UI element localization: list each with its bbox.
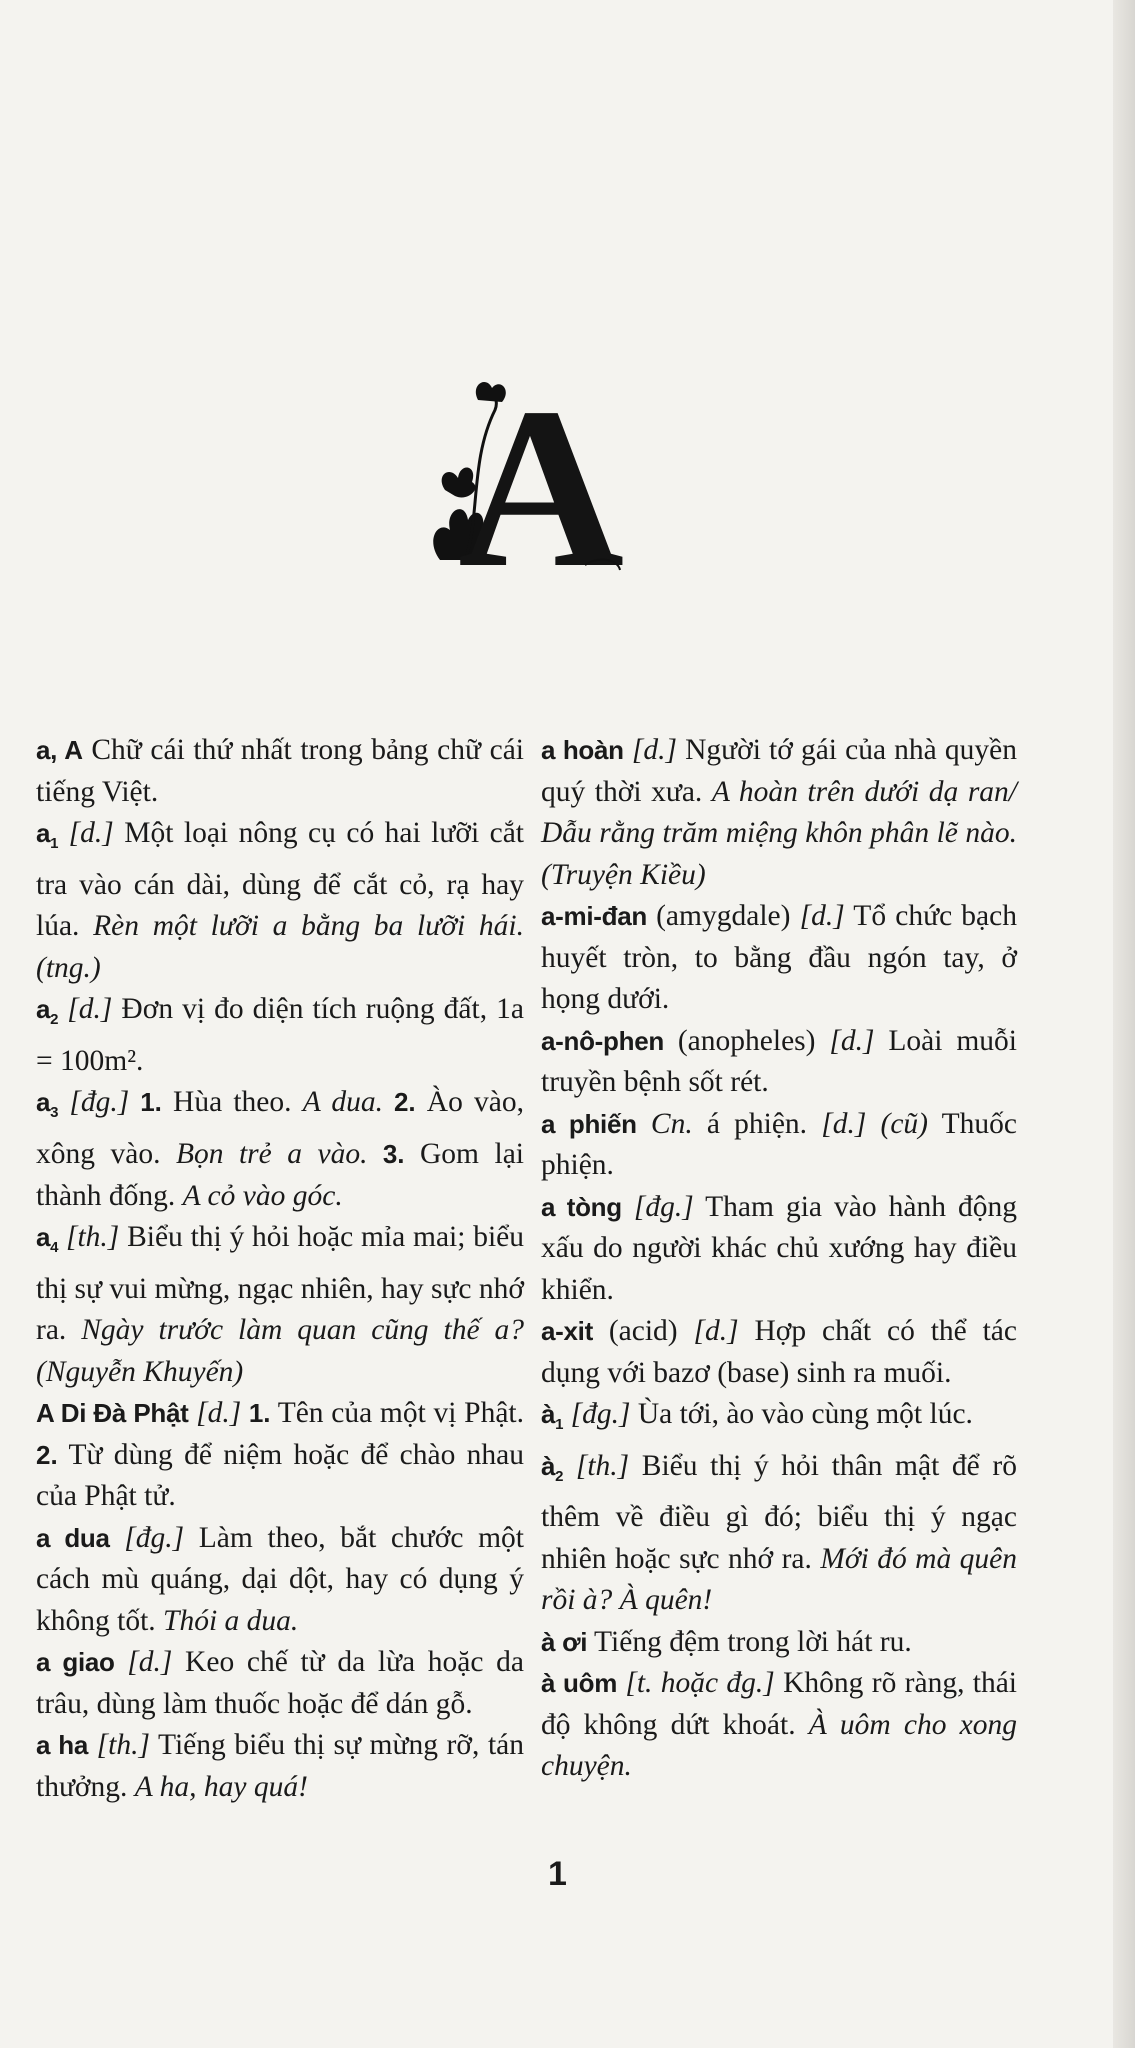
headword-text: a	[36, 1222, 51, 1253]
entry-a4	[36, 1217, 524, 1393]
decorative-letter-a-ornament	[420, 370, 640, 575]
example: Bọn trẻ a vào.	[175, 1138, 368, 1171]
definition: Tham gia vào hành động xấu do người khác chủ xướng hay điều khiển.	[541, 1190, 1017, 1306]
definition: Hợp chất có thể tác dụng với bazơ (base) sinh ra muối.	[541, 1315, 1017, 1389]
entry-a-phien	[541, 1104, 1017, 1187]
headword-text: a	[36, 1087, 51, 1118]
headword: a-xit	[541, 1316, 593, 1346]
homonym-index: 1	[555, 1416, 564, 1434]
cross-reference-label: Cn.	[650, 1107, 693, 1140]
part-of-speech: [d.]	[623, 734, 677, 766]
entry-a-xit	[541, 1311, 1017, 1394]
headword	[541, 1399, 564, 1434]
headword-text: a	[36, 994, 51, 1025]
example: A hoàn trên dưới dạ ran/ Dẫu rằng trăm miệng khôn phân lẽ nào. (Truyện Kiều)	[541, 775, 1017, 891]
entry-a1	[36, 813, 524, 989]
sense-number: 2.	[36, 1439, 58, 1470]
homonym-index: 1	[50, 835, 59, 853]
definition: Tổ chức bạch huyết tròn, to bằng đầu ngón tay, ở họng dưới.	[541, 900, 1017, 1015]
headword: a giao	[36, 1647, 115, 1678]
definition: Làm theo, bắt chước một cách mù quáng, dại dột, hay có dụng ý không tốt.	[36, 1521, 524, 1637]
entry-a-giao	[36, 1642, 524, 1725]
definition: Tiếng đệm trong lời hát ru.	[587, 1625, 912, 1658]
headword: à ơi	[541, 1626, 588, 1657]
example: À uôm cho xong chuyện.	[541, 1708, 1017, 1783]
definition: Người tớ gái của nhà quyền quý thời xưa.	[541, 734, 1017, 808]
example: A ha, hay quá!	[134, 1770, 308, 1803]
ornament-letter: A	[458, 370, 625, 575]
part-of-speech: [d.] (cũ)	[821, 1107, 928, 1140]
headword: a phiến	[541, 1108, 637, 1139]
headword: a dua	[36, 1522, 110, 1553]
entry-a-grave-2	[541, 1446, 1017, 1622]
part-of-speech: [d.]	[114, 1646, 173, 1679]
headword	[36, 1222, 59, 1257]
part-of-speech: [th.]	[563, 1449, 630, 1482]
definition: Biểu thị ý hỏi thân mật để rõ thêm về điều gì đó; biểu thị ý ngạc nhiên hoặc sực nhớ ra.	[541, 1449, 1017, 1575]
part-of-speech: [th.]	[58, 1221, 120, 1254]
example: A dua.	[302, 1086, 383, 1119]
definition: Từ dùng để niệm hoặc để chào nhau của Phật tử.	[36, 1438, 524, 1513]
example: Ngày trước làm quan cũng thế a? (Nguyễn Khuyến)	[36, 1314, 524, 1388]
etymology: (amygdale)	[646, 900, 800, 932]
part-of-speech: [d.]	[58, 817, 114, 849]
entry-a-oi	[541, 1622, 1017, 1664]
headword	[541, 1450, 564, 1485]
headword-text: à	[541, 1450, 556, 1481]
homonym-index: 4	[50, 1239, 59, 1257]
definition: Một loại nông cụ có hai lưỡi cắt tra vào cán dài, dùng để cắt cỏ, rạ hay lúa.	[36, 817, 524, 943]
page-edge-shadow	[1113, 0, 1135, 2048]
definition: Biểu thị ý hỏi hoặc mỉa mai; biểu thị sự vui mừng, ngạc nhiên, hay sực nhớ ra.	[36, 1221, 524, 1347]
definition: Hùa theo.	[161, 1086, 303, 1119]
headword: a, A	[36, 735, 83, 765]
definition: Ào vào, xông vào.	[36, 1086, 524, 1171]
part-of-speech: [đg.]	[621, 1190, 694, 1223]
entry-a-di-da-phat	[36, 1393, 524, 1518]
entry-a-tong	[541, 1187, 1017, 1312]
part-of-speech: [th.]	[88, 1729, 150, 1762]
entry-a-hoan	[541, 730, 1017, 896]
headword: a hoàn	[541, 735, 624, 765]
headword	[36, 1087, 59, 1122]
part-of-speech: [d.]	[58, 993, 113, 1026]
headword: a ha	[36, 1730, 89, 1761]
example: Thói a dua.	[163, 1604, 299, 1637]
definition: Gom lại thành đống.	[36, 1138, 524, 1212]
headword: a-nô-phen	[541, 1025, 664, 1056]
definition: Ùa tới, ào vào cùng một lúc.	[630, 1398, 973, 1430]
part-of-speech: [đg.]	[563, 1398, 631, 1430]
part-of-speech: [d.]	[799, 900, 845, 932]
headword: A Di Đà Phật	[36, 1398, 189, 1429]
part-of-speech: [d.]	[188, 1397, 242, 1430]
definition: Tên của một vị Phật.	[270, 1397, 524, 1430]
etymology: (anopheles)	[663, 1024, 830, 1057]
definition: Loài muỗi truyền bệnh sốt rét.	[541, 1024, 1018, 1098]
entry-a2	[36, 989, 524, 1082]
headword: a tòng	[541, 1191, 622, 1222]
definition: Không rõ ràng, thái độ không dứt khoát.	[541, 1667, 1018, 1741]
entry-a-no-phen	[541, 1021, 1017, 1104]
cross-reference: á phiện.	[692, 1107, 822, 1140]
sense-number: 1.	[129, 1087, 162, 1118]
definition: Tiếng biểu thị sự mừng rỡ, tán thưởng.	[36, 1729, 524, 1803]
entry-a-mi-dan	[541, 896, 1017, 1021]
headword: a-mi-đan	[541, 901, 647, 931]
part-of-speech: [t. hoặc đg.]	[617, 1667, 775, 1700]
homonym-index: 2	[50, 1011, 59, 1029]
definition: Thuốc phiện.	[541, 1107, 1017, 1181]
entry-a-uom	[541, 1663, 1017, 1788]
etymology: (acid)	[592, 1315, 694, 1347]
definition: Keo chế từ da lừa hoặc da trâu, dùng làm thuốc hoặc để dán gỗ.	[36, 1646, 524, 1720]
example: Mới đó mà quên rồi à? À quên!	[541, 1542, 1017, 1617]
sense-number: 1.	[241, 1398, 271, 1429]
spacer-text	[637, 1108, 651, 1140]
right-column	[541, 730, 1017, 1788]
headword	[36, 994, 59, 1029]
headword: à uôm	[541, 1668, 618, 1699]
example: Rèn một lưỡi a bằng ba lưỡi hái. (tng.)	[36, 910, 525, 984]
definition: Chữ cái thứ nhất trong bảng chữ cái tiếng Việt.	[36, 734, 524, 808]
part-of-speech: [d.]	[693, 1315, 739, 1347]
definition: Đơn vị đo diện tích ruộng đất, 1a = 100m².	[36, 993, 524, 1077]
headword-text: a	[36, 818, 51, 848]
homonym-index: 2	[555, 1467, 564, 1485]
sense-number: 2.	[382, 1087, 416, 1118]
sense-number: 3.	[367, 1139, 405, 1170]
entry-a-A	[36, 730, 524, 813]
entry-a-grave-1	[541, 1394, 1017, 1446]
example: A cỏ vào góc.	[182, 1179, 343, 1212]
page-number: 1	[548, 1855, 567, 1893]
headword	[36, 818, 59, 853]
entry-a-ha	[36, 1725, 524, 1808]
part-of-speech: [đg.]	[109, 1521, 185, 1554]
entry-a3	[36, 1082, 524, 1217]
homonym-index: 3	[50, 1104, 59, 1122]
part-of-speech: [d.]	[829, 1024, 875, 1057]
left-column	[36, 730, 524, 1808]
part-of-speech: [đg.]	[58, 1086, 130, 1119]
headword-text: à	[541, 1399, 556, 1429]
entry-a-dua	[36, 1518, 524, 1643]
